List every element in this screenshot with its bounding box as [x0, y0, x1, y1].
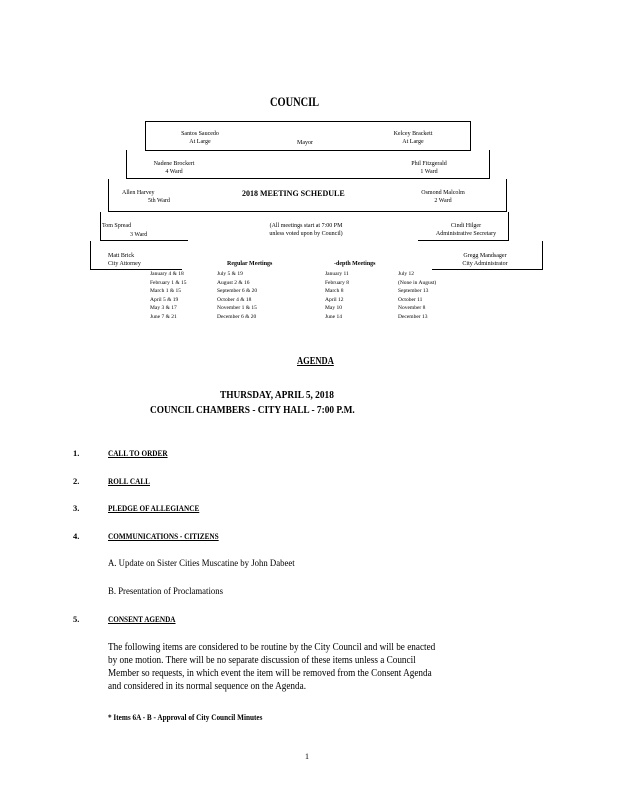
consent-paragraph: The following items are considered to be routine by the City Council and will be enacted by one motion. There will be no separate discussion of these items unless a Council Member so requests, in which event the item will be removed from the Consent Agenda and considered in its normal sequence on the Agenda. — [108, 642, 436, 692]
item-5-num: 5. — [73, 614, 80, 624]
member-allen-name: Allen Harvey — [122, 190, 155, 196]
item-4-num: 4. — [73, 531, 80, 541]
item-1-label: CALL TO ORDER — [108, 448, 168, 458]
agenda-date: THURSDAY, APRIL 5, 2018 — [220, 389, 334, 401]
member-kelcey: Kelcey Brackett At Large — [393, 131, 433, 145]
item-2-label: ROLL CALL — [108, 476, 150, 486]
indepth-col-1: January 11 February 8 March 8 April 12 May 10 June 14 — [325, 271, 349, 320]
member-tom-role: 3 Ward — [130, 232, 148, 238]
member-matt: Matt Brick City Attorney — [108, 253, 141, 267]
item-4a: A. Update on Sister Cities Muscatine by John Dabeet — [108, 559, 295, 569]
item-1-num: 1. — [73, 448, 80, 458]
indepth-meetings-header: -depth Meetings — [334, 261, 376, 267]
schedule-title: 2018 MEETING SCHEDULE — [242, 189, 345, 198]
consent-item: * Items 6A - B - Approval of City Council Minutes — [108, 712, 263, 722]
member-allen-role: 5th Ward — [148, 198, 170, 204]
member-osmond: Osmond Malcolm 2 Ward — [421, 190, 465, 204]
schedule-note: (All meetings start at 7:00 PM unless voted upon by Council) — [269, 223, 343, 237]
item-3-num: 3. — [73, 503, 80, 513]
regular-meetings-header: Regular Meetings — [227, 261, 273, 267]
item-4-label: COMMUNICATIONS - CITIZENS — [108, 531, 219, 541]
agenda-title: AGENDA — [297, 356, 334, 367]
member-tom-name: Tom Spread — [102, 223, 132, 229]
member-nadene: Nadene Brockert 4 Ward — [153, 161, 195, 175]
item-3-label: PLEDGE OF ALLEGIANCE — [108, 503, 200, 513]
agenda-place: COUNCIL CHAMBERS - CITY HALL - 7:00 P.M. — [150, 404, 355, 416]
item-2-num: 2. — [73, 476, 80, 486]
member-cindi: Cindi Hilger Administrative Secretary — [435, 223, 497, 237]
item-4b: B. Presentation of Proclamations — [108, 587, 224, 597]
item-5-label: CONSENT AGENDA — [108, 614, 176, 624]
council-title: COUNCIL — [270, 94, 320, 109]
regular-col-1: January 4 & 18 February 1 & 15 March 1 & 15 April 5 & 19 May 3 & 17 June 7 & 21 — [150, 271, 187, 320]
indepth-col-2: July 12 (None in August) September 13 October 11 November 8 December 13 — [398, 271, 437, 320]
regular-col-2: July 5 & 19 August 2 & 16 September 6 & 20 October 4 & 18 November 1 & 15 December 6 & 20 — [217, 271, 258, 320]
member-phil: Phil Fitzgerald 1 Ward — [411, 161, 447, 175]
page-number: 1 — [305, 752, 309, 761]
member-gregg: Gregg Mandsager City Administrator — [462, 253, 508, 267]
mayor-label: Mayor — [297, 140, 313, 146]
member-santos: Santos Saucedo At Large — [181, 131, 219, 145]
